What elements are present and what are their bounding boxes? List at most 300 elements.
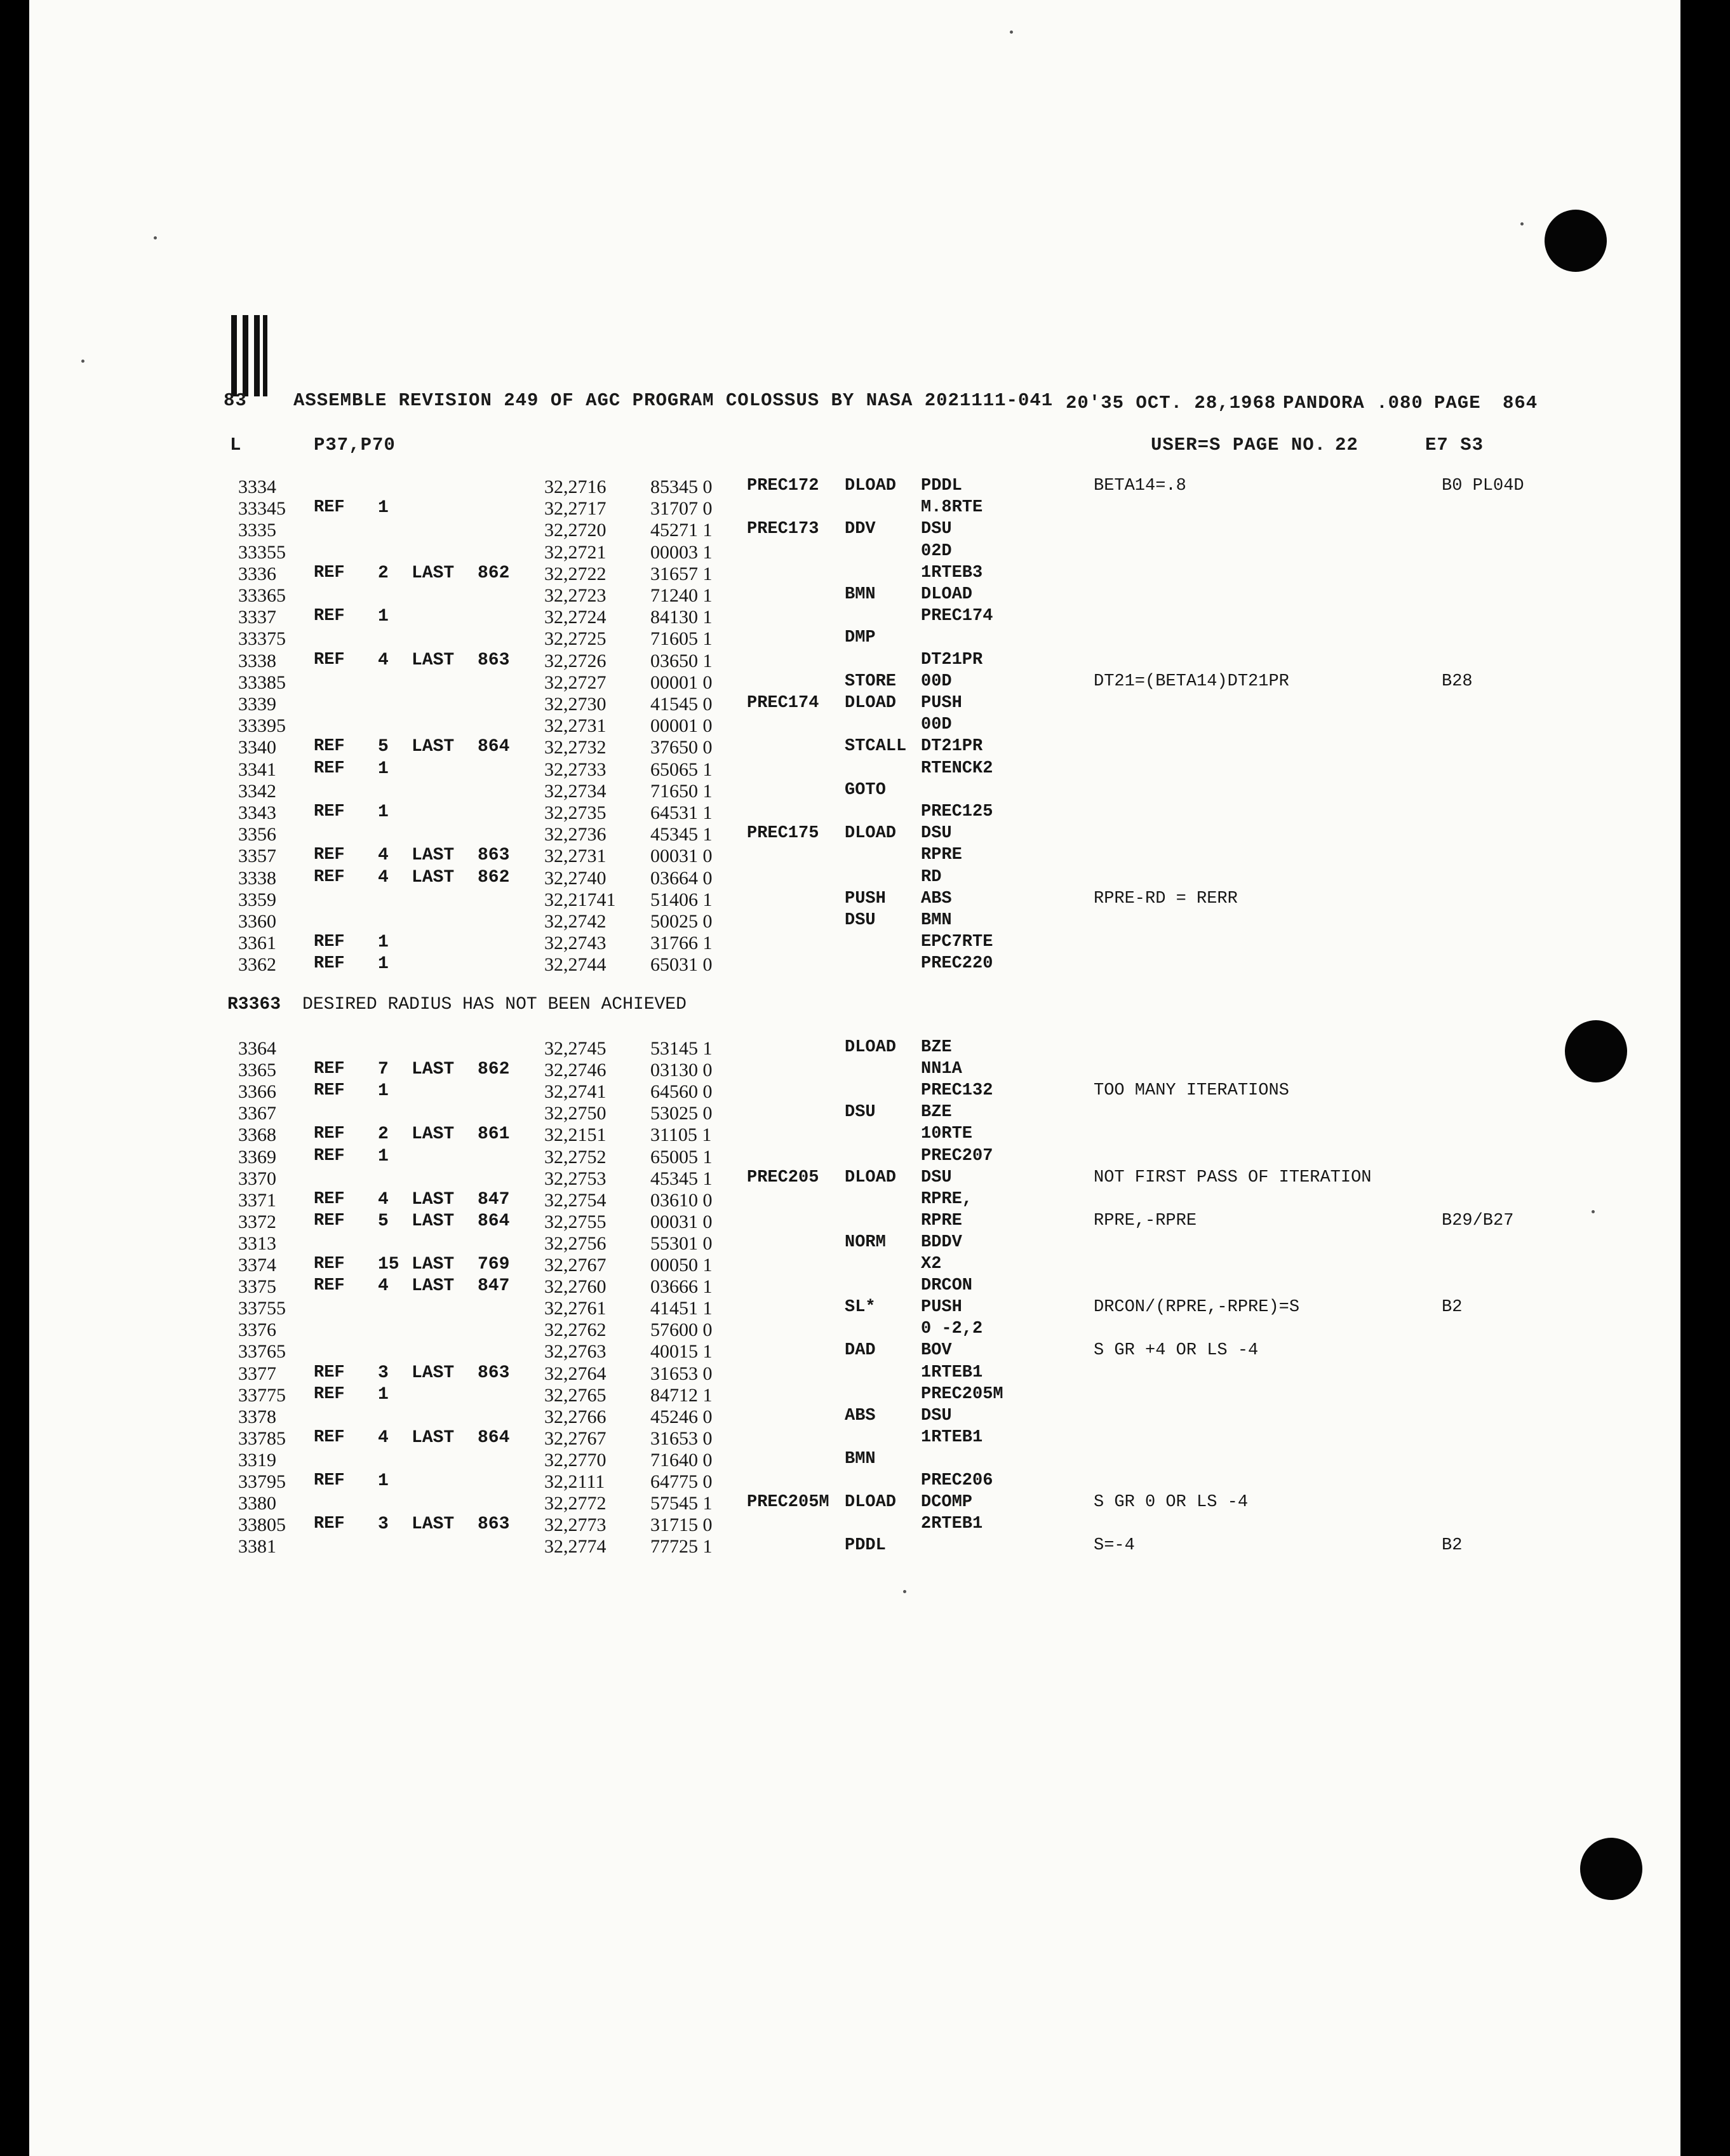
opcode: NORM bbox=[845, 1232, 886, 1252]
octal-code: 45246 0 bbox=[650, 1406, 713, 1427]
last-number: 863 bbox=[478, 846, 510, 866]
tab-marker-bars bbox=[230, 315, 269, 396]
line-number: 33755 bbox=[238, 1298, 286, 1319]
octal-code: 31715 0 bbox=[650, 1514, 713, 1536]
operand: PDDL bbox=[921, 476, 962, 495]
ref-count: 4 bbox=[378, 867, 389, 887]
address: 32,2734 bbox=[544, 780, 607, 802]
ref-count: 4 bbox=[378, 1189, 389, 1209]
opcode: DAD bbox=[845, 1341, 876, 1361]
octal-code: 65005 1 bbox=[650, 1146, 713, 1168]
line-number: 3368 bbox=[238, 1124, 276, 1146]
address: 32,2740 bbox=[544, 867, 607, 889]
comment: S=-4 bbox=[1094, 1536, 1135, 1556]
octal-code: 64531 1 bbox=[650, 802, 713, 823]
line-number: 3356 bbox=[238, 824, 276, 846]
listing-row bbox=[0, 911, 1730, 933]
octal-code: 03610 0 bbox=[650, 1189, 713, 1211]
address: 32,2151 bbox=[544, 1124, 607, 1146]
listing-row bbox=[0, 802, 1730, 824]
address: 32,2760 bbox=[544, 1276, 607, 1298]
line-number: 3377 bbox=[238, 1363, 276, 1384]
listing-row bbox=[0, 1124, 1730, 1146]
address: 32,2724 bbox=[544, 607, 607, 628]
operand: BZE bbox=[921, 1038, 952, 1057]
address: 32,2755 bbox=[544, 1211, 607, 1232]
address: 32,2722 bbox=[544, 563, 607, 584]
address: 32,2717 bbox=[544, 498, 607, 520]
operand: RPRE bbox=[921, 1211, 962, 1230]
line-number: 3342 bbox=[238, 780, 276, 802]
last-flag: LAST bbox=[412, 1255, 455, 1274]
address: 32,2736 bbox=[544, 824, 607, 846]
last-flag: LAST bbox=[412, 737, 455, 757]
address: 32,2754 bbox=[544, 1189, 607, 1211]
ref-flag: REF bbox=[314, 1255, 345, 1274]
octal-code: 31105 1 bbox=[650, 1124, 712, 1146]
line-number: 33795 bbox=[238, 1471, 286, 1492]
listing-row bbox=[0, 1428, 1730, 1450]
ref-count: 4 bbox=[378, 1276, 389, 1297]
line-number: 33395 bbox=[238, 715, 286, 737]
last-flag: LAST bbox=[412, 1276, 455, 1297]
last-flag: LAST bbox=[412, 1211, 455, 1231]
operand: BDDV bbox=[921, 1232, 962, 1252]
label: PREC172 bbox=[747, 476, 819, 495]
address: 32,2765 bbox=[544, 1384, 607, 1406]
operand: 10RTE bbox=[921, 1124, 973, 1144]
listing-row bbox=[0, 1255, 1730, 1276]
address: 32,2725 bbox=[544, 628, 607, 650]
ref-count: 2 bbox=[378, 563, 389, 583]
listing-row bbox=[0, 476, 1730, 498]
line-number: 3337 bbox=[238, 607, 276, 628]
address: 32,2762 bbox=[544, 1319, 607, 1341]
ref-count: 1 bbox=[378, 954, 389, 974]
subheader-mark: L bbox=[230, 435, 242, 455]
address: 32,2742 bbox=[544, 911, 607, 932]
listing-row bbox=[0, 954, 1730, 976]
ref-flag: REF bbox=[314, 1384, 345, 1404]
octal-code: 03650 1 bbox=[650, 650, 713, 671]
last-flag: LAST bbox=[412, 1060, 455, 1080]
operand: PREC206 bbox=[921, 1471, 993, 1490]
ref-count: 15 bbox=[378, 1255, 399, 1274]
ref-flag: REF bbox=[314, 563, 345, 583]
octal-code: 00031 0 bbox=[650, 1211, 713, 1232]
subheader-user-page-number: 22 bbox=[1335, 435, 1358, 455]
octal-code: 84130 1 bbox=[650, 607, 713, 628]
listing-row bbox=[0, 1081, 1730, 1103]
comment: RPRE,-RPRE bbox=[1094, 1211, 1197, 1230]
listing-row bbox=[0, 1514, 1730, 1536]
listing-row bbox=[0, 1276, 1730, 1298]
octal-code: 64560 0 bbox=[650, 1081, 713, 1103]
octal-code: 31707 0 bbox=[650, 498, 713, 520]
ref-count: 1 bbox=[378, 1471, 389, 1491]
operand: NN1A bbox=[921, 1060, 962, 1079]
address: 32,2766 bbox=[544, 1406, 607, 1427]
paper-speck bbox=[903, 1590, 906, 1593]
octal-code: 00001 0 bbox=[650, 671, 713, 693]
line-number: 3360 bbox=[238, 911, 276, 932]
operand: PUSH bbox=[921, 1298, 962, 1317]
ref-count: 1 bbox=[378, 498, 389, 518]
ref-flag: REF bbox=[314, 758, 345, 778]
listing-row bbox=[0, 585, 1730, 607]
octal-code: 77725 1 bbox=[650, 1536, 713, 1558]
register: B0 PL04D bbox=[1442, 476, 1524, 495]
ref-count: 1 bbox=[378, 1384, 389, 1405]
opcode: BMN bbox=[845, 1449, 876, 1469]
line-number: 33775 bbox=[238, 1384, 286, 1406]
operand: 1RTEB1 bbox=[921, 1363, 983, 1382]
operand: 0 -2,2 bbox=[921, 1319, 983, 1339]
operand: EPC7RTE bbox=[921, 933, 993, 952]
diagnostic-message bbox=[227, 995, 687, 1014]
ref-count: 1 bbox=[378, 1146, 389, 1166]
ref-flag: REF bbox=[314, 1514, 345, 1534]
listing-row bbox=[0, 1319, 1730, 1341]
address: 32,2746 bbox=[544, 1060, 607, 1081]
listing-row bbox=[0, 1536, 1730, 1558]
line-number: 33345 bbox=[238, 498, 286, 520]
opcode: STCALL bbox=[845, 737, 907, 757]
line-number: 3334 bbox=[238, 476, 276, 497]
listing-row bbox=[0, 1385, 1730, 1406]
ref-flag: REF bbox=[314, 650, 345, 670]
ref-count: 1 bbox=[378, 607, 389, 627]
address: 32,2731 bbox=[544, 715, 607, 737]
comment: TOO MANY ITERATIONS bbox=[1094, 1081, 1289, 1101]
address: 32,2741 bbox=[544, 1081, 607, 1103]
listing-row bbox=[0, 1471, 1730, 1493]
address: 32,2745 bbox=[544, 1038, 607, 1059]
listing-row bbox=[0, 846, 1730, 867]
octal-code: 00031 0 bbox=[650, 846, 713, 867]
header-page-number: 864 bbox=[1503, 393, 1538, 414]
address: 32,2731 bbox=[544, 846, 607, 867]
listing-row bbox=[0, 650, 1730, 672]
ref-flag: REF bbox=[314, 1146, 345, 1166]
line-number: 3370 bbox=[238, 1168, 276, 1189]
octal-code: 00050 1 bbox=[650, 1255, 713, 1276]
operand: PREC207 bbox=[921, 1146, 993, 1166]
operand: PREC125 bbox=[921, 802, 993, 821]
line-number: 3338 bbox=[238, 650, 276, 671]
ref-count: 1 bbox=[378, 1081, 389, 1102]
ref-count: 4 bbox=[378, 846, 389, 866]
address: 32,2744 bbox=[544, 954, 607, 976]
line-number: 3359 bbox=[238, 889, 276, 910]
address: 32,2720 bbox=[544, 520, 607, 541]
ref-count: 5 bbox=[378, 1211, 389, 1231]
comment: S GR +4 OR LS -4 bbox=[1094, 1341, 1259, 1361]
paper-speck bbox=[1520, 222, 1524, 226]
listing-row bbox=[0, 1406, 1730, 1428]
listing-row bbox=[0, 498, 1730, 520]
message-text: DESIRED RADIUS HAS NOT BEEN ACHIEVED bbox=[302, 995, 687, 1014]
octal-code: 71650 1 bbox=[650, 780, 713, 802]
octal-code: 84712 1 bbox=[650, 1384, 713, 1406]
address: 32,2721 bbox=[544, 541, 607, 563]
line-number: 33765 bbox=[238, 1341, 286, 1363]
last-number: 863 bbox=[478, 1514, 510, 1535]
address: 32,2727 bbox=[544, 671, 607, 693]
octal-code: 03666 1 bbox=[650, 1276, 713, 1298]
octal-code: 03130 0 bbox=[650, 1060, 713, 1081]
address: 32,2716 bbox=[544, 476, 607, 497]
address: 32,2743 bbox=[544, 933, 607, 954]
register: B29/B27 bbox=[1442, 1211, 1514, 1230]
octal-code: 64775 0 bbox=[650, 1471, 713, 1492]
last-number: 847 bbox=[478, 1189, 510, 1209]
line-number: 3338 bbox=[238, 867, 276, 889]
label: PREC174 bbox=[747, 694, 819, 713]
operand: 00D bbox=[921, 715, 952, 735]
listing-row bbox=[0, 563, 1730, 585]
ref-flag: REF bbox=[314, 954, 345, 974]
opcode: SL* bbox=[845, 1298, 876, 1317]
line-number: 3365 bbox=[238, 1060, 276, 1081]
register: B2 bbox=[1442, 1298, 1463, 1317]
ref-count: 4 bbox=[378, 650, 389, 670]
line-number: 33385 bbox=[238, 671, 286, 693]
listing-row bbox=[0, 933, 1730, 954]
line-number: 3378 bbox=[238, 1406, 276, 1427]
last-number: 864 bbox=[478, 737, 510, 757]
label: PREC173 bbox=[747, 520, 819, 539]
subheader-user-page: USER=S PAGE NO. bbox=[1151, 435, 1327, 455]
listing-row bbox=[0, 1363, 1730, 1385]
operand: PREC205M bbox=[921, 1384, 1003, 1404]
address: 32,2735 bbox=[544, 802, 607, 823]
octal-code: 00001 0 bbox=[650, 715, 713, 737]
line-number: 33805 bbox=[238, 1514, 286, 1536]
address: 32,2750 bbox=[544, 1103, 607, 1124]
listing-row bbox=[0, 1341, 1730, 1363]
address: 32,2753 bbox=[544, 1168, 607, 1189]
octal-code: 00003 1 bbox=[650, 541, 713, 563]
ref-flag: REF bbox=[314, 1081, 345, 1101]
operand: DSU bbox=[921, 1406, 952, 1425]
address: 32,2763 bbox=[544, 1341, 607, 1363]
last-number: 847 bbox=[478, 1276, 510, 1297]
line-number: 3339 bbox=[238, 694, 276, 715]
last-flag: LAST bbox=[412, 867, 455, 887]
octal-code: 85345 0 bbox=[650, 476, 713, 497]
line-number: 3381 bbox=[238, 1536, 276, 1558]
header-prefix: 83 bbox=[224, 390, 247, 411]
line-number: 3313 bbox=[238, 1232, 276, 1254]
operand: DSU bbox=[921, 1168, 952, 1187]
label: PREC205 bbox=[747, 1168, 819, 1187]
octal-code: 71640 0 bbox=[650, 1449, 713, 1471]
operand: BZE bbox=[921, 1103, 952, 1122]
ref-flag: REF bbox=[314, 1060, 345, 1079]
opcode: DMP bbox=[845, 628, 876, 648]
operand: PUSH bbox=[921, 694, 962, 713]
octal-code: 45345 1 bbox=[650, 824, 713, 846]
last-number: 862 bbox=[478, 867, 510, 887]
opcode: DSU bbox=[845, 1103, 876, 1122]
listing-row bbox=[0, 1060, 1730, 1081]
octal-code: 37650 0 bbox=[650, 737, 713, 758]
last-flag: LAST bbox=[412, 563, 455, 583]
listing-row bbox=[0, 1103, 1730, 1124]
listing-row bbox=[0, 694, 1730, 715]
last-number: 863 bbox=[478, 650, 510, 670]
operand: 00D bbox=[921, 671, 952, 691]
last-flag: LAST bbox=[412, 1514, 455, 1535]
operand: 1RTEB1 bbox=[921, 1427, 983, 1447]
opcode: DLOAD bbox=[845, 1168, 897, 1187]
operand: PREC174 bbox=[921, 607, 993, 626]
last-number: 864 bbox=[478, 1211, 510, 1231]
paper-speck bbox=[1010, 30, 1013, 34]
listing-row bbox=[0, 715, 1730, 737]
line-number: 3380 bbox=[238, 1493, 276, 1514]
listing-row bbox=[0, 868, 1730, 889]
comment: BETA14=.8 bbox=[1094, 476, 1186, 495]
ref-flag: REF bbox=[314, 1471, 345, 1490]
line-number: 3372 bbox=[238, 1211, 276, 1232]
ref-count: 1 bbox=[378, 933, 389, 953]
header-title: ASSEMBLE REVISION 249 OF AGC PROGRAM COLOSSUS BY NASA 2021111-041 bbox=[293, 390, 1054, 411]
label: PREC175 bbox=[747, 824, 819, 844]
line-number: 3340 bbox=[238, 737, 276, 758]
octal-code: 45271 1 bbox=[650, 520, 713, 541]
header-page-label: PAGE bbox=[1434, 393, 1481, 414]
line-number: 33355 bbox=[238, 541, 286, 563]
header-system: PANDORA .080 bbox=[1283, 393, 1423, 414]
ref-flag: REF bbox=[314, 933, 345, 952]
subheader-rows: P37,P70 bbox=[314, 435, 396, 455]
ref-flag: REF bbox=[314, 498, 345, 518]
operand: DSU bbox=[921, 824, 952, 844]
octal-code: 31653 0 bbox=[650, 1363, 713, 1384]
last-flag: LAST bbox=[412, 1124, 455, 1145]
opcode: GOTO bbox=[845, 780, 886, 800]
last-flag: LAST bbox=[412, 1427, 455, 1448]
line-number: 3369 bbox=[238, 1146, 276, 1168]
octal-code: 65065 1 bbox=[650, 758, 713, 780]
line-number: 33375 bbox=[238, 628, 286, 650]
operand: BMN bbox=[921, 911, 952, 930]
last-number: 862 bbox=[478, 1060, 510, 1080]
ref-count: 1 bbox=[378, 758, 389, 779]
address: 32,2773 bbox=[544, 1514, 607, 1536]
listing-row bbox=[0, 1211, 1730, 1233]
comment: DT21=(BETA14)DT21PR bbox=[1094, 671, 1289, 691]
ref-flag: REF bbox=[314, 802, 345, 821]
operand: RTENCK2 bbox=[921, 758, 993, 778]
listing-row bbox=[0, 1493, 1730, 1514]
listing-row bbox=[0, 781, 1730, 802]
last-number: 862 bbox=[478, 563, 510, 583]
address: 32,2767 bbox=[544, 1427, 607, 1449]
address: 32,2730 bbox=[544, 694, 607, 715]
last-number: 861 bbox=[478, 1124, 510, 1145]
address: 32,2756 bbox=[544, 1232, 607, 1254]
line-number: 3361 bbox=[238, 933, 276, 954]
ref-flag: REF bbox=[314, 1276, 345, 1296]
punch-hole-top bbox=[1545, 210, 1607, 272]
address: 32,2764 bbox=[544, 1363, 607, 1384]
paper-speck bbox=[154, 236, 157, 239]
opcode: DLOAD bbox=[845, 476, 897, 495]
ref-count: 7 bbox=[378, 1060, 389, 1080]
line-number: 3366 bbox=[238, 1081, 276, 1103]
octal-code: 65031 0 bbox=[650, 954, 713, 976]
octal-code: 53025 0 bbox=[650, 1103, 713, 1124]
octal-code: 41545 0 bbox=[650, 694, 713, 715]
line-number: 3375 bbox=[238, 1276, 276, 1298]
address: 32,2772 bbox=[544, 1493, 607, 1514]
address: 32,2752 bbox=[544, 1146, 607, 1168]
listing-row bbox=[0, 628, 1730, 650]
octal-code: 31657 1 bbox=[650, 563, 713, 584]
address: 32,2726 bbox=[544, 650, 607, 671]
octal-code: 53145 1 bbox=[650, 1038, 713, 1059]
operand: 2RTEB1 bbox=[921, 1514, 983, 1534]
operand: ABS bbox=[921, 889, 952, 908]
listing-row bbox=[0, 607, 1730, 628]
octal-code: 50025 0 bbox=[650, 911, 713, 932]
line-number: 3357 bbox=[238, 846, 276, 867]
ref-flag: REF bbox=[314, 867, 345, 887]
octal-code: 71605 1 bbox=[650, 628, 713, 650]
listing-row bbox=[0, 1450, 1730, 1471]
octal-code: 55301 0 bbox=[650, 1232, 713, 1254]
comment: S GR 0 OR LS -4 bbox=[1094, 1493, 1249, 1513]
opcode: DLOAD bbox=[845, 1493, 897, 1513]
octal-code: 57545 1 bbox=[650, 1493, 713, 1514]
operand: RD bbox=[921, 867, 942, 887]
opcode: BMN bbox=[845, 585, 876, 604]
last-number: 864 bbox=[478, 1427, 510, 1448]
address: 32,2770 bbox=[544, 1449, 607, 1471]
listing-row bbox=[0, 542, 1730, 563]
header-datetime: 20'35 OCT. 28,1968 bbox=[1066, 393, 1277, 414]
listing-row bbox=[0, 1147, 1730, 1168]
line-number: 3374 bbox=[238, 1255, 276, 1276]
register: B28 bbox=[1442, 671, 1473, 691]
octal-code: 41451 1 bbox=[650, 1298, 713, 1319]
comment: NOT FIRST PASS OF ITERATION bbox=[1094, 1168, 1372, 1187]
ref-count: 3 bbox=[378, 1363, 389, 1383]
listing-row bbox=[0, 1298, 1730, 1319]
ref-count: 5 bbox=[378, 737, 389, 757]
comment: DRCON/(RPRE,-RPRE)=S bbox=[1094, 1298, 1300, 1317]
address: 32,21741 bbox=[544, 889, 616, 910]
operand: RPRE bbox=[921, 846, 962, 865]
octal-code: 31653 0 bbox=[650, 1427, 713, 1449]
register: B2 bbox=[1442, 1536, 1463, 1556]
opcode: DLOAD bbox=[845, 694, 897, 713]
address: 32,2767 bbox=[544, 1255, 607, 1276]
operand: DCOMP bbox=[921, 1493, 973, 1513]
operand: BOV bbox=[921, 1341, 952, 1361]
operand: PREC220 bbox=[921, 954, 993, 974]
listing-row bbox=[0, 1168, 1730, 1190]
listing-row bbox=[0, 889, 1730, 911]
last-flag: LAST bbox=[412, 1189, 455, 1209]
ref-count: 4 bbox=[378, 1427, 389, 1448]
address: 32,2111 bbox=[544, 1471, 605, 1492]
listing-row bbox=[0, 824, 1730, 846]
listing-row bbox=[0, 520, 1730, 541]
